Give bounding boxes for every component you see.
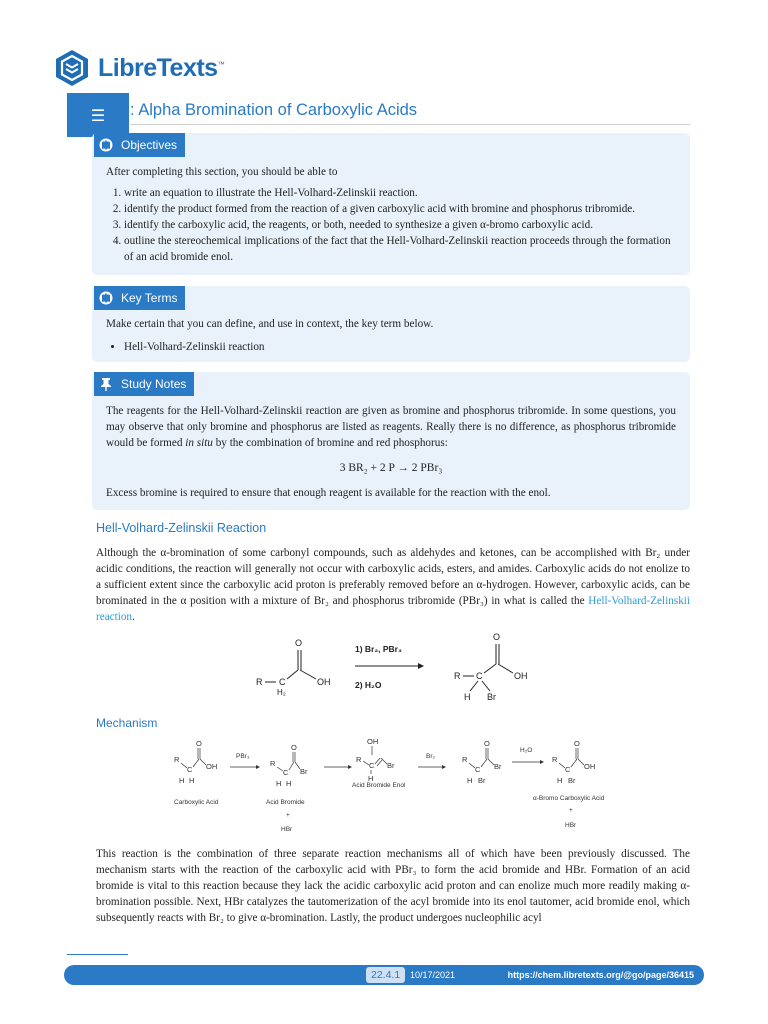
mechanism-paragraph: This reaction is the combination of three separate reaction mechanisms all of which have been previously discussed. The mechanism starts with the reaction of the carboxylic acid with PBr₃ to form the acid bromide and HBr. Formation of an acid bromide is vital to this reaction because they lack the acidic carboxylic acid proton and can enolize much more readily making α-bromination possible. Next, HBr catalyzes the tautomerization of the acyl bromide into its enol tautomer, acid bromide enol, which subsequently reacts with Br₂ to give α-bromination. Lastly, the product undergoes nucleophilic acyl xyxy=(96,848,690,924)
svg-text:H: H xyxy=(286,779,292,788)
svg-text:C: C xyxy=(565,765,571,774)
svg-text:R: R xyxy=(256,677,263,687)
libretexts-logo[interactable] xyxy=(52,46,224,90)
svg-text:OH: OH xyxy=(584,762,596,771)
svg-text:2) H₂O: 2) H₂O xyxy=(355,680,382,690)
svg-text:OH: OH xyxy=(206,762,218,771)
objective-item: 3. identify the carboxylic acid, the reagents, or both, needed to synthesize a given α-bromo carboxylic acid. xyxy=(124,217,676,233)
objectives-heading: Objectives xyxy=(121,138,178,152)
objectives-header xyxy=(94,133,185,157)
study-notes-box xyxy=(92,372,690,510)
hvz-mechanism-scheme xyxy=(168,734,618,834)
svg-text:Br: Br xyxy=(568,776,576,785)
svg-text:R: R xyxy=(552,755,558,764)
objectives-intro: After completing this section, you should be able to xyxy=(106,166,338,178)
svg-text:HBr: HBr xyxy=(281,826,293,833)
svg-text:Br: Br xyxy=(478,776,486,785)
svg-text:R: R xyxy=(174,755,180,764)
libretexts-logo-icon xyxy=(52,48,92,88)
svg-text:O: O xyxy=(295,638,303,648)
svg-text:O: O xyxy=(291,743,297,752)
svg-text:OH: OH xyxy=(317,677,331,687)
book-icon xyxy=(99,291,113,305)
svg-text:R: R xyxy=(356,755,362,764)
study-notes-paragraph-2: Excess bromine is required to ensure that enough reagent is available for the reaction with the enol. xyxy=(106,487,551,499)
pin-icon xyxy=(99,377,113,391)
svg-text:R: R xyxy=(454,671,461,681)
objectives-box xyxy=(92,133,690,275)
svg-text:+: + xyxy=(286,812,290,819)
key-term-item: • Hell-Volhard-Zelinskii reaction xyxy=(124,339,676,355)
svg-text:C: C xyxy=(475,765,481,774)
objective-item: 4. outline the stereochemical implications of the fact that the Hell-Volhard-Zelinskii reaction proceeds through the formation of an acid bromide enol. xyxy=(124,233,676,265)
key-terms-header xyxy=(94,286,185,310)
svg-text:PBr₃: PBr₃ xyxy=(236,753,250,760)
svg-text:C: C xyxy=(283,768,289,777)
svg-text:α-Bromo Carboxylic Acid: α-Bromo Carboxylic Acid xyxy=(533,795,605,802)
hvz-reaction-link[interactable]: Hell-Volhard-Zelinskii reaction xyxy=(96,595,690,623)
svg-text:H: H xyxy=(557,776,563,785)
svg-text:OH: OH xyxy=(367,737,379,746)
objectives-list xyxy=(106,185,676,265)
svg-text:Acid Bromide Enol: Acid Bromide Enol xyxy=(352,782,406,789)
svg-text:Br: Br xyxy=(387,761,395,770)
objective-item: 1. write an equation to illustrate the Hell-Volhard-Zelinskii reaction. xyxy=(124,185,676,201)
svg-text:H: H xyxy=(276,779,282,788)
study-notes-heading: Study Notes xyxy=(121,377,187,391)
page-title: : Alpha Bromination of Carboxylic Acids xyxy=(130,101,418,119)
page-footer xyxy=(64,965,704,985)
svg-text:C: C xyxy=(369,761,375,770)
svg-text:1) Br₂, PBr₃: 1) Br₂, PBr₃ xyxy=(355,644,402,654)
svg-text:Br: Br xyxy=(494,762,502,771)
svg-text:O: O xyxy=(574,739,580,748)
svg-text:Acid Bromide: Acid Bromide xyxy=(266,799,305,806)
svg-text:H: H xyxy=(467,776,473,785)
svg-text:R: R xyxy=(462,755,468,764)
svg-text:Carboxylic Acid: Carboxylic Acid xyxy=(174,799,219,806)
hamburger-icon: ☰ xyxy=(90,105,106,125)
page-number: 22.4.1 xyxy=(366,967,405,983)
footer-date: 10/17/2021 xyxy=(410,970,456,980)
key-terms-heading: Key Terms xyxy=(121,291,178,305)
key-terms-intro: Make certain that you can define, and use in context, the key term below. xyxy=(106,318,434,330)
hvz-section-heading: Hell-Volhard-Zelinskii Reaction xyxy=(96,521,267,535)
book-icon xyxy=(99,138,113,152)
svg-text:O: O xyxy=(196,739,202,748)
svg-text:H: H xyxy=(179,776,185,785)
hvz-paragraph: Although the α-bromination of some carbonyl compounds, such as aldehydes and ketones, can be accomplished with Br₂ under acidic conditions, the reaction will generally not occur with carboxylic acids, esters, and amides. Carboxylic acids do not enolize to a sufficient extent since the carboxylic acid proton is preferably removed before an α-hydrogen. However, carboxylic acids, can be brominated in the α position with a mixture of Br₂ and phosphorus tribromide (PBr₃) in what is called the Hell-Volhard-Zelinskii reaction. xyxy=(96,547,690,623)
objective-item: 2. identify the product formed from the reaction of a given carboxylic acid with bromine and phosphorus tribromide. xyxy=(124,201,676,217)
svg-text:C: C xyxy=(279,677,286,687)
mechanism-heading: Mechanism xyxy=(96,716,158,730)
svg-text:O: O xyxy=(484,739,490,748)
svg-text:H₂O: H₂O xyxy=(520,747,533,754)
svg-text:C: C xyxy=(187,765,193,774)
svg-text:H: H xyxy=(464,692,471,702)
svg-text:R: R xyxy=(270,759,276,768)
svg-text:H: H xyxy=(189,776,195,785)
title-divider xyxy=(130,124,690,125)
hvz-overall-reaction-scheme xyxy=(250,632,540,704)
svg-text:Br₂: Br₂ xyxy=(426,753,436,760)
brand-name: LibreTexts™ xyxy=(98,53,225,82)
svg-text:Br: Br xyxy=(487,692,496,702)
footer-divider xyxy=(67,954,128,955)
study-notes-paragraph: The reagents for the Hell-Volhard-Zelinskii reaction are given as bromine and phosphorus tribromide. In some questions, you may observe that only bromine and phosphorus are listed as reagents. Really there is no difference, as phosphorus tribromide would be formed in situ by the combination of bromine and red phosphorus: xyxy=(106,405,676,449)
study-notes-header xyxy=(94,372,194,396)
bromine-phosphorus-equation: 3 BR₂ + 2 P → 2 PBr₃ xyxy=(339,462,443,474)
svg-text:HBr: HBr xyxy=(565,822,577,829)
svg-text:OH: OH xyxy=(514,671,528,681)
svg-text:Br: Br xyxy=(300,767,308,776)
footer-url[interactable]: https://chem.libretexts.org/@go/page/36415 xyxy=(507,970,694,980)
svg-text:O: O xyxy=(493,632,501,642)
menu-button[interactable] xyxy=(67,93,129,137)
svg-text:C: C xyxy=(476,671,483,681)
svg-text:H: H xyxy=(368,774,374,783)
key-terms-box xyxy=(92,286,690,362)
key-terms-list xyxy=(106,339,676,355)
svg-text:H₂: H₂ xyxy=(277,688,286,697)
svg-text:+: + xyxy=(569,807,573,814)
